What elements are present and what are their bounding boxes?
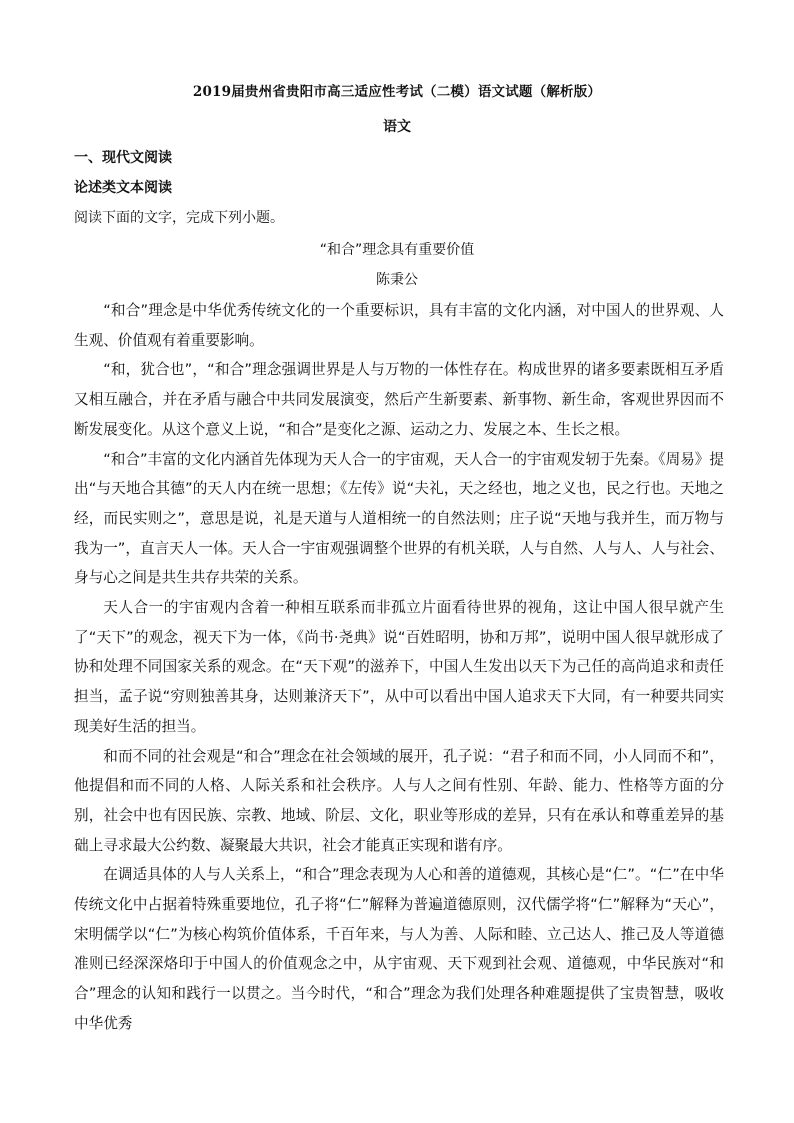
subject-label: 语文 bbox=[383, 119, 411, 135]
paragraph: 在调适具体的人与人关系上，“和合”理念表现为人心和善的道德观，其核心是“仁”。“仁”在中华传统文化中占据着特殊重要地位，孔子将“仁”解释为普遍道德原则，汉代儒学将“仁”解释为“天心”，宋明儒学以“仁”为核心构筑价值体系，千百年来，与人为善、人际和睦、立己达人、推己及人等道德准则已经深深烙印于中国人的价值观念之中，从宇宙观、天下观到社会观、道德观，中华民族对“和合”理念的认知和践行一以贯之。当今时代，“和合”理念为我们处理各种难题提供了宝贵智慧，吸收中华优秀 bbox=[74, 866, 724, 1032]
paragraph: 和而不同的社会观是“和合”理念在社会领域的展开，孔子说：“君子和而不同，小人同而不和”，他提倡和而不同的人格、人际关系和社会秩序。人与人之间有性别、年龄、能力、性格等方面的分别，社会中也有因民族、宗教、地域、阶层、文化，职业等形成的差异，只有在承认和尊重差异的基础上寻求最大公约数、凝聚最大共识，社会才能真正实现和谐有序。 bbox=[74, 747, 724, 854]
document-title: 2019届贵州省贵阳市高三适应性考试（二模）语文试题（解析版） bbox=[192, 84, 602, 100]
paragraph: “和，犹合也”，“和合”理念强调世界是人与万物的一体性存在。构成世界的诸多要素既相互矛盾又相互融合，并在矛盾与融合中共同发展演变，然后产生新要素、新事物、新生命，客观世界因而不断发展变化。从这个意义上说，“和合”是变化之源、运动之力、发展之本、生长之根。 bbox=[74, 361, 724, 438]
paragraph: “和合”理念是中华优秀传统文化的一个重要标识，具有丰富的文化内涵，对中国人的世界观、人生观、价值观有着重要影响。 bbox=[74, 302, 724, 349]
article-title: “和合”理念具有重要价值 bbox=[319, 242, 475, 258]
article-author: 陈秉公 bbox=[376, 272, 418, 288]
article-body bbox=[74, 296, 724, 1039]
paragraph: “和合”丰富的文化内涵首先体现为天人合一的宇宙观，天人合一的宇宙观发轫于先秦。《周易》提出“与天地合其德”的天人内在统一思想；《左传》说“夫礼，天之经也，地之义也，民之行也。天地之经，而民实则之”，意思是说，礼是天道与人道相统一的自然法则；庄子说“天地与我并生，而万物与我为一”，直言天人一体。天人合一宇宙观强调整个世界的有机关联，人与自然、人与人、人与社会、身与心之间是共生共存共荣的关系。 bbox=[74, 450, 724, 587]
subsection-heading: 论述类文本阅读 bbox=[74, 180, 172, 196]
paragraph: 天人合一的宇宙观内含着一种相互联系而非孤立片面看待世界的视角，这让中国人很早就产生了“天下”的观念，视天下为一体，《尚书·尧典》说“百姓昭明，协和万邦”，说明中国人很早就形成了协和处理不同国家关系的观念。在“天下观”的滋养下，中国人生发出以天下为己任的高尚追求和责任担当，孟子说“穷则独善其身，达则兼济天下”，从中可以看出中国人追求天下大同，有一种要共同实现美好生活的担当。 bbox=[74, 599, 724, 735]
section-heading: 一、现代文阅读 bbox=[74, 150, 172, 166]
reading-instruction: 阅读下面的文字，完成下列小题。 bbox=[74, 210, 284, 226]
